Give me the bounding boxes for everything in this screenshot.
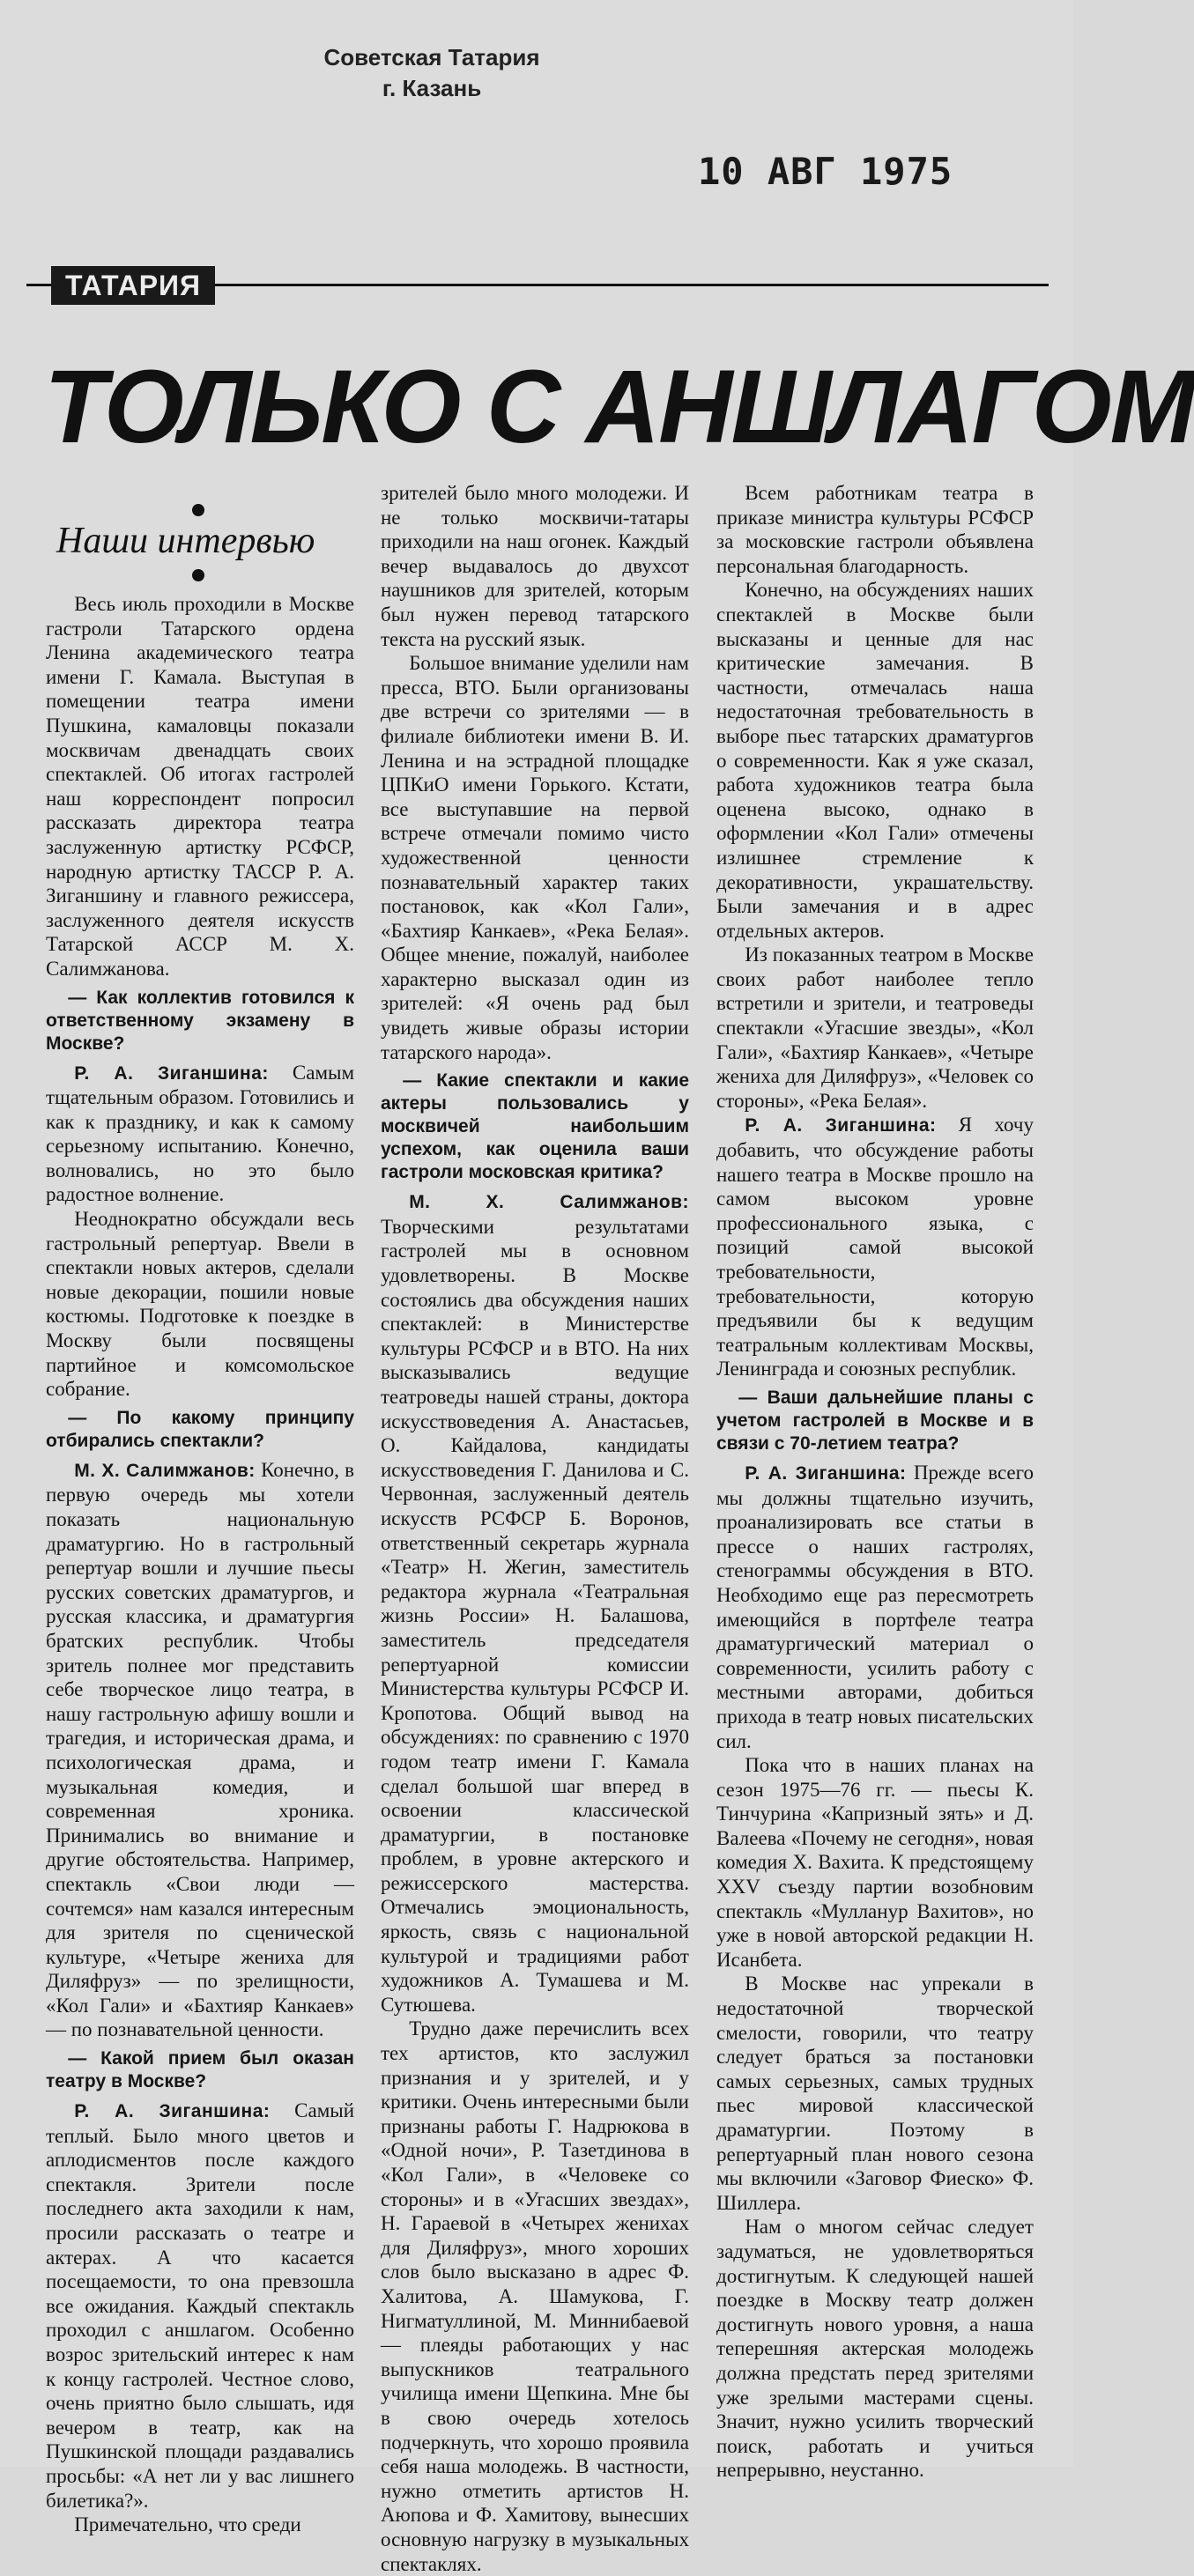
paragraph-text: Я хочу добавить, что обсуждение работы нашего театра в Москве прошло на самом высоком уровне профессионального языка, с позиций самой высокой требовательности, требовательности, которую предъявили бы к ведущим театральным коллективам Москвы, Ленинграда и союзных республик. xyxy=(716,1114,1034,1381)
article-paragraph xyxy=(716,1461,1034,1753)
article-paragraph xyxy=(381,481,689,651)
interview-question xyxy=(46,987,354,1055)
paragraph-text: зрителей было много молодежи. И не только москвичи-татары приходили на наш огонек. Каждый вечер выдавалось до двухсот наушников для зрителей, которым был нужен перевод татарского текста на русский язык. xyxy=(381,482,689,650)
article-paragraph xyxy=(716,481,1034,578)
rubric-label: ТАТАРИЯ xyxy=(51,266,215,305)
subheading: Наши интервью xyxy=(56,521,315,561)
article-paragraph xyxy=(46,2513,354,2537)
paragraph-text: — Какой прием был оказан театру в Москве? xyxy=(46,2048,354,2092)
article-paragraph xyxy=(381,2017,689,2576)
article-paragraph xyxy=(46,592,354,981)
interview-question xyxy=(46,2047,354,2093)
paragraph-text: В Москве нас упрекали в недостаточной творческой смелости, говорили, что театру следует браться за постановки самых серьезных, самых трудных пьес мировой классической драматургии. Поэтому в репертуарный план нового сезона мы включили «Заговор Фиеско» Ф. Шиллера. xyxy=(716,1973,1034,2214)
paragraph-text: — Ваши дальнейшие планы с учетом гастролей в Москве и в связи с 70-летием театра? xyxy=(716,1387,1034,1454)
speaker-name: Р. А. Зиганшина: xyxy=(745,1115,937,1136)
paragraph-text: Пока что в наших планах на сезон 1975—76 гг. — пьесы К. Тинчурина «Капризный зять» и Д. Валеева «Почему не сегодня», новая комедия Х. Вахита. К предстоящему XXV съезду партии возобновим спектакль «Муллануp Вахитов», но уже в новой авторской редакции Н. Исанбета. xyxy=(716,1754,1034,1971)
article-paragraph xyxy=(46,2099,354,2513)
date-stamp: 10 АВГ 1975 xyxy=(698,150,953,193)
interview-question xyxy=(716,1387,1034,1455)
article-paragraph xyxy=(381,651,689,1064)
article-paragraph xyxy=(716,1113,1034,1381)
article-paragraph xyxy=(46,1458,354,2042)
article-paragraph xyxy=(716,578,1034,943)
article-paragraph xyxy=(716,943,1034,1113)
article-paragraph xyxy=(46,1061,354,1208)
bullet-dot-icon xyxy=(192,504,204,516)
speaker-name: М. Х. Салимжанов: xyxy=(74,1460,256,1481)
paragraph-text: Самый теплый. Было много цветов и аплодисментов после каждого спектакля. Зрители после последнего акта заходили к нам, просили рассказать о театре и актерах. А что касается посещаемости, то она превзошла все ожидания. Каждый спектакль проходил с аншлагом. Особенно возрос зрительский интерес к нам к концу гастролей. Честное слово, очень приятно было слышать, идя вечером в театр, как на Пушкинской площади раздавались просьбы: «А нет ли у вас лишнего билетика?». xyxy=(46,2099,355,2512)
paragraph-text: Нам о многом сейчас следует задуматься, не удовлетворяться достигнутым. К следующей нашей поездке в Москву театр должен достигнуть нового уровня, а наша теперешняя актерская молодежь должна предстать перед зрителями уже зрелыми мастерами сцены. Значит, нужно усилить творческий поиск, работать и учиться непрерывно, неустанно. xyxy=(716,2216,1034,2482)
city-name: г. Казань xyxy=(382,75,482,102)
newspaper-name: Советская Татария xyxy=(323,44,540,70)
interview-question xyxy=(46,1407,354,1453)
paragraph-text: Большое внимание уделили нам пресса, ВТО. Были организованы две встречи со зрителями — в филиале библиотеки имени В. И. Ленина и на эстрадной площадке ЦПКиО имени Горького. Кстати, все выступавшие на первой встрече отмечали помимо чисто художественной ценности познавательный характер таких постановок, как «Кол Гали», «Бахтияр Канкаев», «Река Белая». Общее мнение, пожалуй, наиболее характерно высказал один из зрителей: «Я очень рад был увидеть живые образы истории татарского народа». xyxy=(381,652,689,1063)
paragraph-text: Конечно, в первую очередь мы хотели показать национальную драматургию. Но в гастрольный репертуар вошли и лучшие пьесы русских советских драматургов, и русская классика, и драматургия братских республик. Чтобы зритель полнее мог представить себе творческое лицо театра, в нашу гастрольную афишу вошли и трагедия, и историческая драма, и психологическая драма, и музыкальная комедия, и современная хроника. Принимались во внимание и другие обстоятельства. Например, спектакль «Свои люди — сочтемся» нам казался интересным для зрителя по сценической культуре, «Четыре жениха для Диляфруз» — по зрелищности, «Кол Гали» и «Бахтияр Канкаев» — по познавательной ценности. xyxy=(46,1458,355,2041)
paragraph-text: Весь июль проходили в Москве гастроли Татарского ордена Ленина академического театра имени Г. Камала. Выступая в помещении театра имени Пушкина, камаловцы показали москвичам двенадцать своих спектаклей. Об итогах гастролей наш корреспондент попросил рассказать директора театра заслуженную артистку РСФСР, народную артистку ТАССР Р. А. Зиганшину и главного режиссера, заслуженного деятеля искусств Татарской АССР М. Х. Салимжанова. xyxy=(46,593,354,980)
article-column-3 xyxy=(716,481,1034,2483)
article-paragraph xyxy=(46,1207,354,1402)
interview-question xyxy=(381,1070,689,1184)
subheading-block xyxy=(51,504,342,583)
paragraph-text: Неоднократно обсуждали весь гастрольный репертуар. Ввели в спектакли новых актеров, сделали новые декорации, пошили новые костюмы. Подготовке к поездке в Москву были посвящены партийное и комсомольское собрание. xyxy=(46,1208,354,1401)
rubric-bar xyxy=(26,266,1049,305)
paragraph-text: Примечательно, что среди xyxy=(74,2513,301,2536)
speaker-name: Р. А. Зиганшина: xyxy=(74,1062,269,1084)
article-paragraph xyxy=(716,1753,1034,1972)
paragraph-text: Самым тщательным образом. Готовились и как к празднику, и как к самому серьезному испытанию. Конечно, волновались, но это было радостное волнение. xyxy=(46,1061,355,1206)
speaker-name: М. Х. Салимжанов: xyxy=(409,1192,689,1213)
paragraph-text: Всем работникам театра в приказе министра культуры РСФСР за московские гастроли объявлена персональная благодарность. xyxy=(716,482,1034,577)
bullet-dot-icon xyxy=(192,569,204,581)
paragraph-text: Конечно, на обсуждениях наших спектаклей в Москве были высказаны и ценные для нас критические замечания. В частности, отмечалась наша недостаточная требовательность в выборе пьес татарских драматургов о современности. Как я уже сказал, работа художников театра была оценена высоко, однако в оформлении «Кол Гали» отмечены излишнее стремление к декоративности, украшательству. Были замечания и в адрес отдельных актеров. xyxy=(716,579,1034,942)
paragraph-text: Трудно даже перечислить всех тех артистов, кто заслужил признания и у зрителей, и у критики. Очень интересными были признаны работы Г. Надрюкова в «Одной ночи», Р. Тазетдинова в «Кол Гали», в «Человеке со стороны» и в «Угасших звездах», Н. Гараевой в «Четырех женихах для Диляфруз», много хороших слов было высказано в адрес Ф. Халитова, А. Шамукова, Г. Нигматуллиной, М. Миннибаевой — плеяды работающих у нас выпускников театрального училища имени Щепкина. Мне бы в свою очередь хотелось подчеркнуть, что хорошо проявила себя наша молодежь. В частности, нужно отметить артистов Н. Аюпова и Ф. Хамитову, вынесших основную нагрузку в музыкальных спектаклях. xyxy=(381,2017,689,2575)
paragraph-text: — Какие спектакли и какие актеры пользовались у москвичей наибольшим успехом, как оценила ваши гастроли московская критика? xyxy=(381,1070,689,1183)
paragraph-text: — По какому принципу отбирались спектакли? xyxy=(46,1407,354,1451)
source-label xyxy=(282,42,582,104)
paragraph-text: Творческими результатами гастролей мы в основном удовлетворены. В Москве состоялись два обсуждения наших спектаклей: в Министерстве культуры РСФСР и в ВТО. На них высказывались ведущие театроведы нашей страны, доктора искусствоведения А. Анастасьев, О. Кайдалова, кандидаты искусствоведения Г. Данилова и С. Червонная, заслуженный деятель искусств РСФСР Б. Воронов, ответственный секретарь журнала «Театр» Н. Жегин, заместитель редактора журнала «Театральная жизнь России» Н. Балашова, заместитель председателя репертуарной комиссии Министерства культуры РСФСР И. Кропотова. Общий вывод на обсуждениях: по сравнению с 1970 годом театр имени Г. Камала сделал большой шаг вперед в освоении классической драматургии, в постановке проблем, в уровне актерского и режиссерского мастерства. Отмечались эмоциональность, яркость, связь с национальной культурой и традициями работ художников А. Тумашева и М. Сутюшева. xyxy=(381,1215,689,2016)
speaker-name: Р. А. Зиганшина: xyxy=(745,1462,907,1484)
article-column-2 xyxy=(381,481,689,2576)
article-paragraph xyxy=(716,2215,1034,2483)
paragraph-text: Из показанных театром в Москве своих работ наиболее тепло встретили и зрители, и театроведы спектакли «Угасшие звезды», «Кол Гали», «Бахтияр Канкаев», «Четыре жениха для Диляфруз», «Человек со стороны», «Река Белая». xyxy=(716,944,1034,1112)
paragraph-text: — Как коллектив готовился к ответственному экзамену в Москве? xyxy=(46,987,354,1054)
article-paragraph xyxy=(716,1972,1034,2215)
paragraph-text: Прежде всего мы должны тщательно изучить, проанализировать все статьи в прессе о наших гастролях, стенограммы обсуждения в ВТО. Необходимо еще раз пересмотреть имеющийся в портфеле театра драматургический материал о современности, усилить работу с местными авторами, добиться прихода в театр новых писательских сил. xyxy=(716,1461,1035,1752)
article-column-1 xyxy=(46,592,354,2537)
headline: ТОЛЬКО С АНШЛАГОМ xyxy=(44,349,1194,465)
speaker-name: Р. А. Зиганшина: xyxy=(74,2101,271,2122)
article-paragraph xyxy=(381,1189,689,2017)
